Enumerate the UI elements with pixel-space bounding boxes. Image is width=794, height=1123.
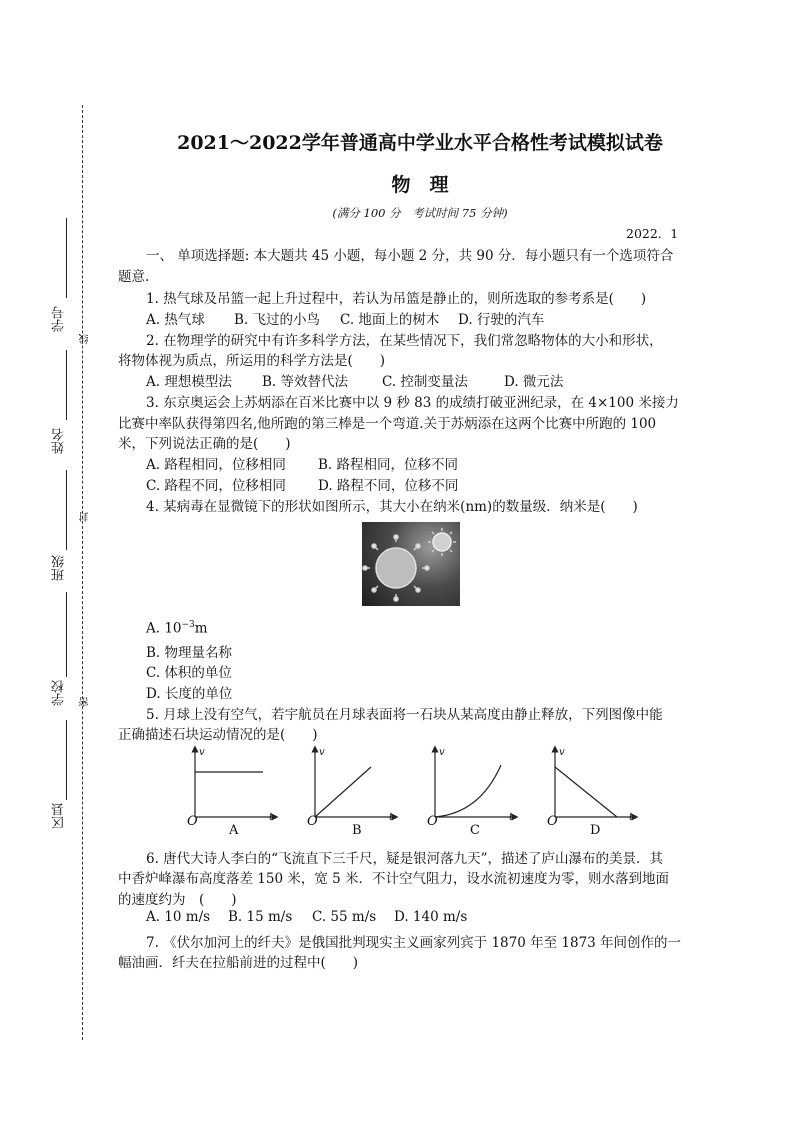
q5-stem-cont: 正确描述石块运动情况的是( ) [118, 727, 318, 743]
q1-option-a[interactable]: A. 热气球 [146, 312, 205, 328]
q7-stem: 7. 《伏尔加河上的纤夫》是俄国批判现实主义画家列宾于 1870 年至 1873 年间创作的一 [146, 935, 682, 951]
graph-c-curve [435, 765, 501, 817]
q1-stem: 1. 热气球及吊篮一起上升过程中，若认为吊篮是静止的，则所选取的参考系是( ) [146, 291, 647, 307]
q1-option-c[interactable]: C. 地面上的树木 [340, 312, 440, 328]
q1-options [146, 308, 544, 328]
district-label: 区县 [52, 803, 67, 829]
q3-stem-cont: 比赛中率队获得第四名,他所跑的第三棒是一个弯道.关于苏炳添在这两个比赛中所跑的 100 [118, 416, 657, 432]
school-blank [66, 592, 67, 677]
q3-stem-end: 米，下列说法正确的是( ) [118, 436, 291, 452]
q1-option-d[interactable]: D. 行驶的汽车 [458, 312, 545, 328]
q6-option-c[interactable]: C. 55 m/s [312, 909, 377, 925]
q3-options-row1 [146, 453, 458, 473]
district-blank [66, 720, 67, 800]
graph-c-origin: O [427, 814, 438, 829]
q3-options-row2 [146, 474, 458, 494]
student-id-blank [66, 218, 67, 298]
class-label: 班级 [52, 555, 67, 581]
graph-d-t-label: t [629, 812, 634, 823]
q3-option-b[interactable]: B. 路程相同，位移不同 [318, 457, 459, 473]
graph-c-v-label: v [439, 747, 445, 758]
graph-a-option[interactable]: A [229, 823, 239, 838]
q4-option-a-exp: −3 [181, 620, 195, 630]
graph-b-option[interactable]: B [352, 823, 362, 838]
q6-option-b[interactable]: B. 15 m/s [228, 909, 293, 925]
exam-date: 2022．1 [626, 226, 679, 241]
section-heading: 一、 单项选择题: 本大题共 45 小题，每小题 2 分，共 90 分．每小题只有一个选项符合 [146, 248, 674, 264]
section-heading-cont: 题意. [118, 269, 150, 285]
q6-stem-cont: 中香炉峰瀑布高度落差 150 米，宽 5 米．不计空气阻力，设水流初速度为零，则水落到地面 [118, 871, 670, 887]
class-blank [66, 470, 67, 550]
graph-c-t-label: t [509, 812, 514, 823]
q2-stem: 2. 在物理学的研究中有许多科学方法，在某些情况下，我们常忽略物体的大小和形状， [146, 333, 663, 349]
exam-info: (满分 100 分 考试时间 75 分钟) [332, 206, 508, 220]
graph-d-origin: O [547, 814, 558, 829]
graph-c-option[interactable]: C [470, 823, 480, 838]
exam-title: 2021～2022学年普通高中学业水平合格性考试模拟试卷 [177, 132, 663, 154]
subject-title: 物 理 [391, 174, 449, 196]
q4-stem: 4. 某病毒在显微镜下的形状如图所示，其大小在纳米(nm)的数量级．纳米是( ) [146, 499, 638, 515]
school-label: 学校 [52, 680, 67, 706]
graph-d-option[interactable]: D [590, 823, 601, 838]
cut-mark-feng: 封 [80, 512, 91, 522]
q4-option-b[interactable]: B. 物理量名称 [146, 645, 233, 661]
graph-b-v-label: v [319, 747, 325, 758]
q4-option-a-base: A. 10 [146, 620, 182, 637]
cut-mark-xian: 线 [80, 334, 91, 344]
q2-options [146, 370, 563, 390]
name-label: 姓名 [52, 428, 67, 454]
q1-option-b[interactable]: B. 飞过的小鸟 [234, 312, 321, 328]
binding-dashed-line [82, 105, 83, 1040]
q3-stem: 3. 东京奥运会上苏炳添在百米比赛中以 9 秒 83 的成绩打破亚洲纪录，在 4×100 米接力 [146, 395, 679, 411]
q2-stem-cont: 将物体视为质点，所运用的科学方法是( ) [118, 353, 386, 369]
q3-option-a[interactable]: A. 路程相同，位移相同 [146, 457, 286, 473]
graph-a-origin: O [187, 814, 198, 829]
graph-b-curve [315, 767, 371, 817]
q4-option-a[interactable] [146, 620, 208, 637]
q7-stem-cont: 幅油画．纤夫在拉船前进的过程中( ) [118, 955, 359, 971]
q6-option-d[interactable]: D. 140 m/s [394, 909, 468, 925]
q3-option-d[interactable]: D. 路程不同，位移不同 [318, 478, 459, 494]
q2-option-b[interactable]: B. 等效替代法 [262, 374, 349, 390]
virus-micrograph [362, 522, 460, 606]
graph-a-v-label: v [199, 747, 205, 758]
graph-a-t-label: t [269, 812, 274, 823]
q2-option-a[interactable]: A. 理想模型法 [146, 374, 232, 390]
name-blank [66, 350, 67, 420]
graph-b-t-label: t [389, 812, 394, 823]
cut-mark-mi: 密 [80, 697, 91, 707]
q6-stem: 6. 唐代大诗人李白的“飞流直下三千尺，疑是银河落九天”，描述了庐山瀑布的美景．其 [146, 851, 663, 867]
q2-option-d[interactable]: D. 微元法 [504, 374, 564, 390]
q6-stem-end: 的速度约为 ( ) [118, 892, 237, 908]
q4-option-d[interactable]: D. 长度的单位 [146, 686, 233, 702]
q4-option-a-unit: m [194, 620, 208, 637]
q3-option-c[interactable]: C. 路程不同，位移相同 [146, 478, 286, 494]
student-id-label: 学号 [52, 306, 67, 332]
q5-stem: 5. 月球上没有空气，若宇航员在月球表面将一石块从某高度由静止释放，下列图像中能 [146, 707, 663, 723]
q4-option-c[interactable]: C. 体积的单位 [146, 665, 232, 681]
graph-d-curve [555, 767, 617, 817]
q6-options [146, 909, 467, 925]
q5-graphs [185, 745, 645, 827]
q2-option-c[interactable]: C. 控制变量法 [382, 374, 468, 390]
graph-b-origin: O [307, 814, 318, 829]
q6-option-a[interactable]: A. 10 m/s [146, 909, 211, 925]
graph-d-v-label: v [559, 747, 565, 758]
